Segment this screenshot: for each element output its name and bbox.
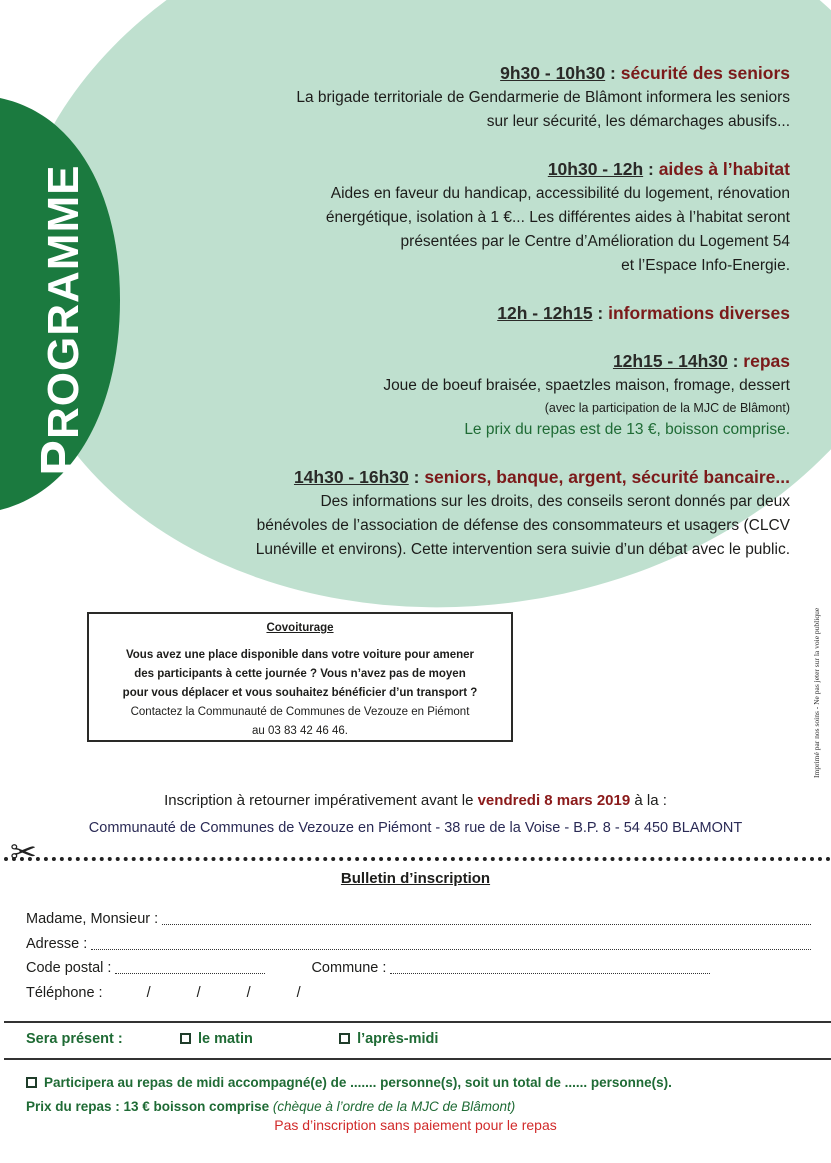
postal-commune-row — [26, 956, 811, 981]
meal-participation-text: Participera au repas de midi accompagné(e) de ....... personne(s), soit un total de ...... personne(s). — [44, 1075, 672, 1090]
covoiturage-contact: Contactez la Communauté de Communes de Vezouze en Piémont — [130, 706, 470, 718]
covoiturage-box — [87, 612, 513, 742]
meal-participation[interactable] — [26, 1071, 816, 1095]
schedule-slot — [170, 300, 790, 326]
checkbox-morning-label: le matin — [198, 1031, 253, 1047]
cut-line-divider — [4, 857, 831, 861]
covoiturage-text-bold: des participants à cette journée ? Vous n’avez pas de moyen — [134, 668, 466, 680]
slot-separator: : — [727, 351, 744, 371]
address-dotted-line[interactable] — [91, 932, 811, 950]
slot-description-line: Des informations sur les droits, des conseils seront donnés par deux — [320, 493, 790, 510]
phone-label: Téléphone : — [26, 984, 103, 1001]
slot-separator: : — [408, 467, 425, 487]
deadline-date: vendredi 8 mars 2019 — [477, 792, 631, 809]
programme-title-initial: P — [30, 438, 90, 476]
checkbox-afternoon[interactable] — [339, 1031, 438, 1047]
presence-label: Sera présent : — [26, 1031, 123, 1047]
slot-topic: sécurité des seniors — [620, 63, 790, 83]
slot-time: 14h30 - 16h30 — [293, 467, 409, 487]
slot-separator: : — [592, 303, 609, 323]
covoiturage-text-bold: pour vous déplacer et vous souhaitez bénéficier d’un transport ? — [122, 687, 478, 699]
slot-description-line: Lunéville et environs). Cette intervention sera suivie d’un débat avec le public. — [255, 541, 790, 558]
covoiturage-text-bold: Vous avez une place disponible dans votre voiture pour amener — [125, 649, 475, 661]
schedule-slot — [170, 348, 790, 442]
deadline-suffix: à la : — [630, 792, 667, 809]
phone-field[interactable] — [26, 981, 811, 1006]
checkbox-morning[interactable] — [180, 1031, 335, 1047]
return-address: Communauté de Communes de Vezouze en Piémont - 38 rue de la Voise - B.P. 8 - 54 450 BLAMONT — [88, 820, 743, 836]
checkbox-icon[interactable] — [339, 1033, 350, 1044]
phone-slash: / — [196, 984, 201, 1001]
slot-description-line: Joue de boeuf braisée, spaetzles maison, fromage, dessert — [383, 377, 790, 394]
slot-time: 12h15 - 14h30 — [612, 351, 728, 371]
slot-separator: : — [605, 63, 621, 83]
commune-dotted-line[interactable] — [390, 956, 710, 974]
presence-row — [26, 1031, 726, 1047]
checkbox-icon[interactable] — [26, 1077, 37, 1088]
slot-topic: aides à l’habitat — [658, 159, 790, 179]
name-label: Madame, Monsieur : — [26, 911, 159, 927]
slot-heading — [170, 156, 790, 182]
meal-price-line: Le prix du repas est de 13 €, boisson comprise. — [464, 421, 790, 438]
schedule-slot — [170, 464, 790, 562]
schedule-slot — [170, 60, 790, 134]
checkbox-icon[interactable] — [180, 1033, 191, 1044]
slot-description-line: énergétique, isolation à 1 €... Les différentes aides à l’habitat seront — [325, 209, 790, 226]
name-dotted-line[interactable] — [162, 907, 811, 925]
payment-warning: Pas d’inscription sans paiement pour le repas — [274, 1117, 557, 1133]
programme-title-rest: ROGRAMME — [39, 164, 88, 439]
slot-topic: informations diverses — [608, 303, 790, 323]
slot-description-line: sur leur sécurité, les démarchages abusifs... — [486, 113, 790, 130]
phone-slash: / — [246, 984, 251, 1001]
postal-dotted-line[interactable] — [115, 956, 265, 974]
meal-price-note: (chèque à l’ordre de la MJC de Blâmont) — [272, 1099, 516, 1114]
slot-separator: : — [643, 159, 659, 179]
slot-heading — [170, 300, 790, 326]
programme-schedule — [170, 60, 790, 584]
schedule-slot — [170, 156, 790, 278]
slot-description-line: Aides en faveur du handicap, accessibilité du logement, rénovation — [330, 185, 790, 202]
address-field[interactable] — [26, 932, 811, 957]
slot-description-line: La brigade territoriale de Gendarmerie de Blâmont informera les seniors — [296, 89, 790, 106]
slot-heading — [170, 348, 790, 374]
meal-price-row — [26, 1095, 816, 1119]
slot-topic: repas — [743, 351, 790, 371]
scissors-icon: ✂ — [10, 834, 37, 870]
phone-slash: / — [296, 984, 301, 1001]
form-divider — [4, 1021, 831, 1023]
meal-section — [26, 1071, 816, 1119]
print-notice: Imprimé par nos soins - Ne pas jeter sur la voie publique — [812, 607, 821, 778]
slot-description-line: et l’Espace Info-Energie. — [621, 257, 790, 274]
address-label: Adresse : — [26, 935, 88, 952]
slot-time: 12h - 12h15 — [497, 303, 593, 323]
deadline-prefix: Inscription à retourner impérativement avant le — [164, 792, 478, 809]
slot-description-line: présentées par le Centre d’Amélioration du Logement 54 — [400, 233, 790, 250]
commune-label: Commune : — [311, 960, 387, 976]
slot-heading — [170, 60, 790, 86]
slot-topic: seniors, banque, argent, sécurité bancaire... — [424, 467, 790, 487]
programme-title — [30, 136, 90, 476]
slot-time: 10h30 - 12h — [547, 159, 644, 179]
meal-price: Prix du repas : 13 € boisson comprise — [26, 1099, 270, 1114]
slot-heading — [170, 464, 790, 490]
postal-label: Code postal : — [26, 960, 112, 976]
registration-form — [26, 907, 811, 1005]
covoiturage-phone: au 03 83 42 46 46. — [252, 725, 348, 737]
slot-time: 9h30 - 10h30 — [500, 63, 606, 83]
slot-note: (avec la participation de la MJC de Blâmont) — [544, 401, 790, 415]
slot-description-line: bénévoles de l’association de défense des consommateurs et usagers (CLCV — [256, 517, 790, 534]
form-divider — [4, 1058, 831, 1060]
checkbox-afternoon-label: l’après-midi — [357, 1031, 439, 1047]
phone-slash: / — [146, 984, 151, 1001]
bulletin-title: Bulletin d’inscription — [340, 870, 491, 887]
covoiturage-title: Covoiturage — [266, 622, 334, 634]
name-field[interactable] — [26, 907, 811, 932]
registration-deadline — [0, 792, 831, 809]
